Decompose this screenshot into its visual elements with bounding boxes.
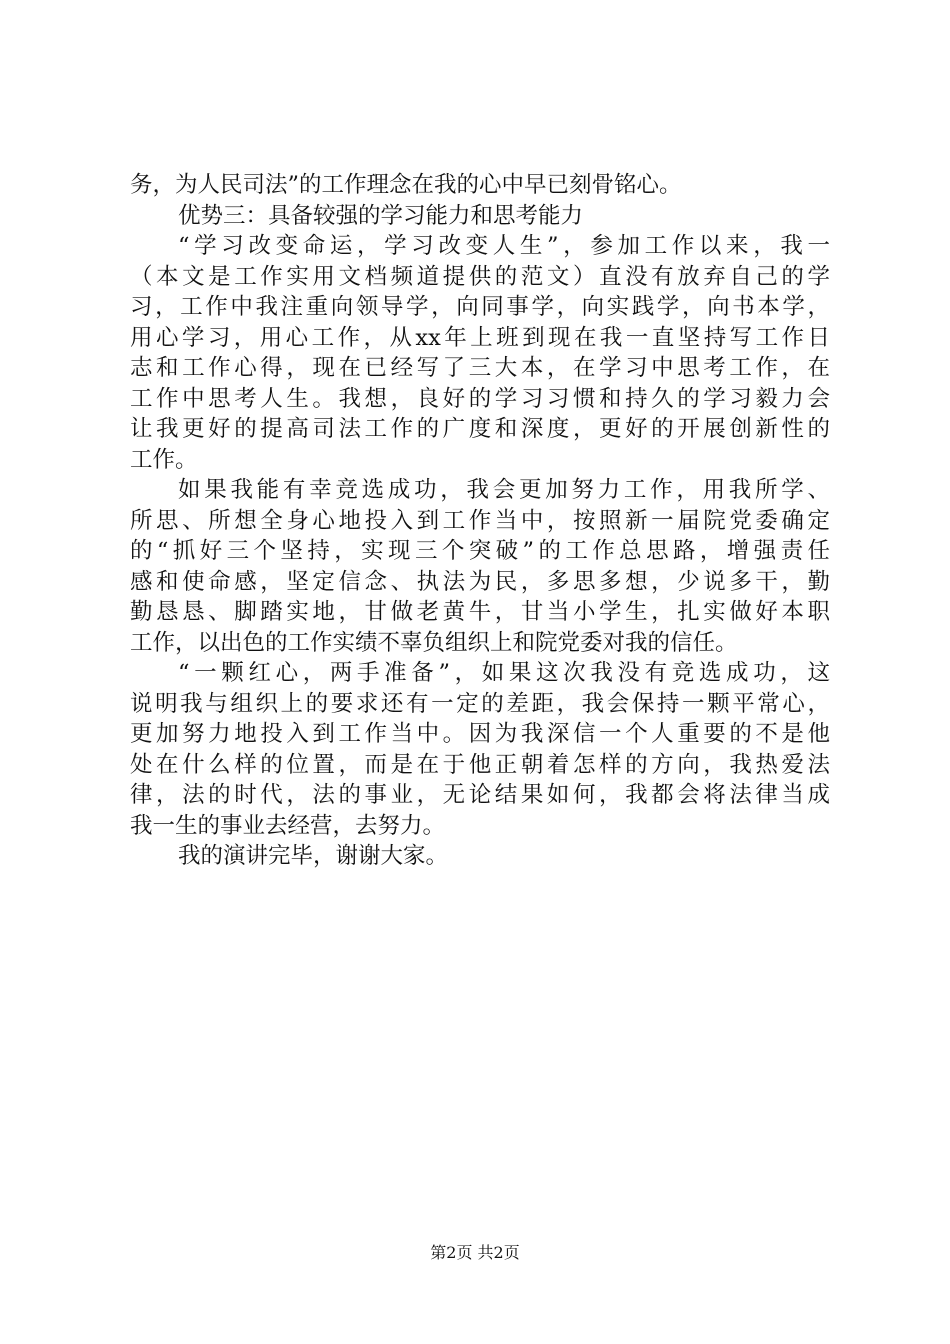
text-line: 用心学习，用心工作，从xx年上班到现在我一直坚持写工作日	[130, 324, 830, 351]
text-line: （本文是工作实用文档频道提供的范文）直没有放弃自己的学	[130, 263, 830, 290]
text-line: 让我更好的提高司法工作的广度和深度，更好的开展创新性的	[130, 416, 830, 442]
text-line: 工作，以出色的工作实绩不辜负组织上和院党委对我的信任。	[130, 629, 738, 656]
text-line: 处在什么样的位置，而是在于他正朝着怎样的方向，我热爱法	[130, 751, 830, 778]
text-line: “学习改变命运，学习改变人生”，参加工作以来，我一	[178, 233, 830, 259]
text-line: 如果我能有幸竞选成功，我会更加努力工作，用我所学、	[178, 477, 830, 503]
text-line: 更加努力地投入到工作当中。因为我深信一个人重要的不是他	[130, 721, 830, 747]
text-line: 我一生的事业去经营，去努力。	[130, 812, 446, 839]
text-line: 工作。	[130, 446, 198, 473]
page-footer: 第2页 共2页	[430, 1243, 520, 1262]
text-line: 所思、所想全身心地投入到工作当中，按照新一届院党委确定	[130, 507, 830, 534]
text-line: 优势三：具备较强的学习能力和思考能力	[178, 202, 584, 229]
text-line: 的“抓好三个坚持，实现三个突破”的工作总思路，增强责任	[130, 538, 830, 564]
text-line: 律，法的时代，法的事业，无论结果如何，我都会将法律当成	[130, 782, 830, 808]
text-line: 习，工作中我注重向领导学，向同事学，向实践学，向书本学，	[130, 294, 830, 320]
text-line: 志和工作心得，现在已经写了三大本，在学习中思考工作，在	[130, 355, 830, 381]
text-line: 勤恳恳、脚踏实地，甘做老黄牛，甘当小学生，扎实做好本职	[130, 599, 830, 625]
text-line: “一颗红心，两手准备”，如果这次我没有竞选成功，这	[178, 660, 830, 686]
text-line: 务，为人民司法”的工作理念在我的心中早已刻骨铭心。	[130, 172, 682, 198]
document-body	[130, 170, 830, 872]
text-line: 我的演讲完毕，谢谢大家。	[178, 843, 449, 869]
text-line: 工作中思考人生。我想，良好的学习习惯和持久的学习毅力会	[130, 385, 830, 412]
text-line: 感和使命感，坚定信念、执法为民，多思多想，少说多干，勤	[130, 568, 830, 595]
text-line: 说明我与组织上的要求还有一定的差距，我会保持一颗平常心，	[130, 690, 830, 717]
